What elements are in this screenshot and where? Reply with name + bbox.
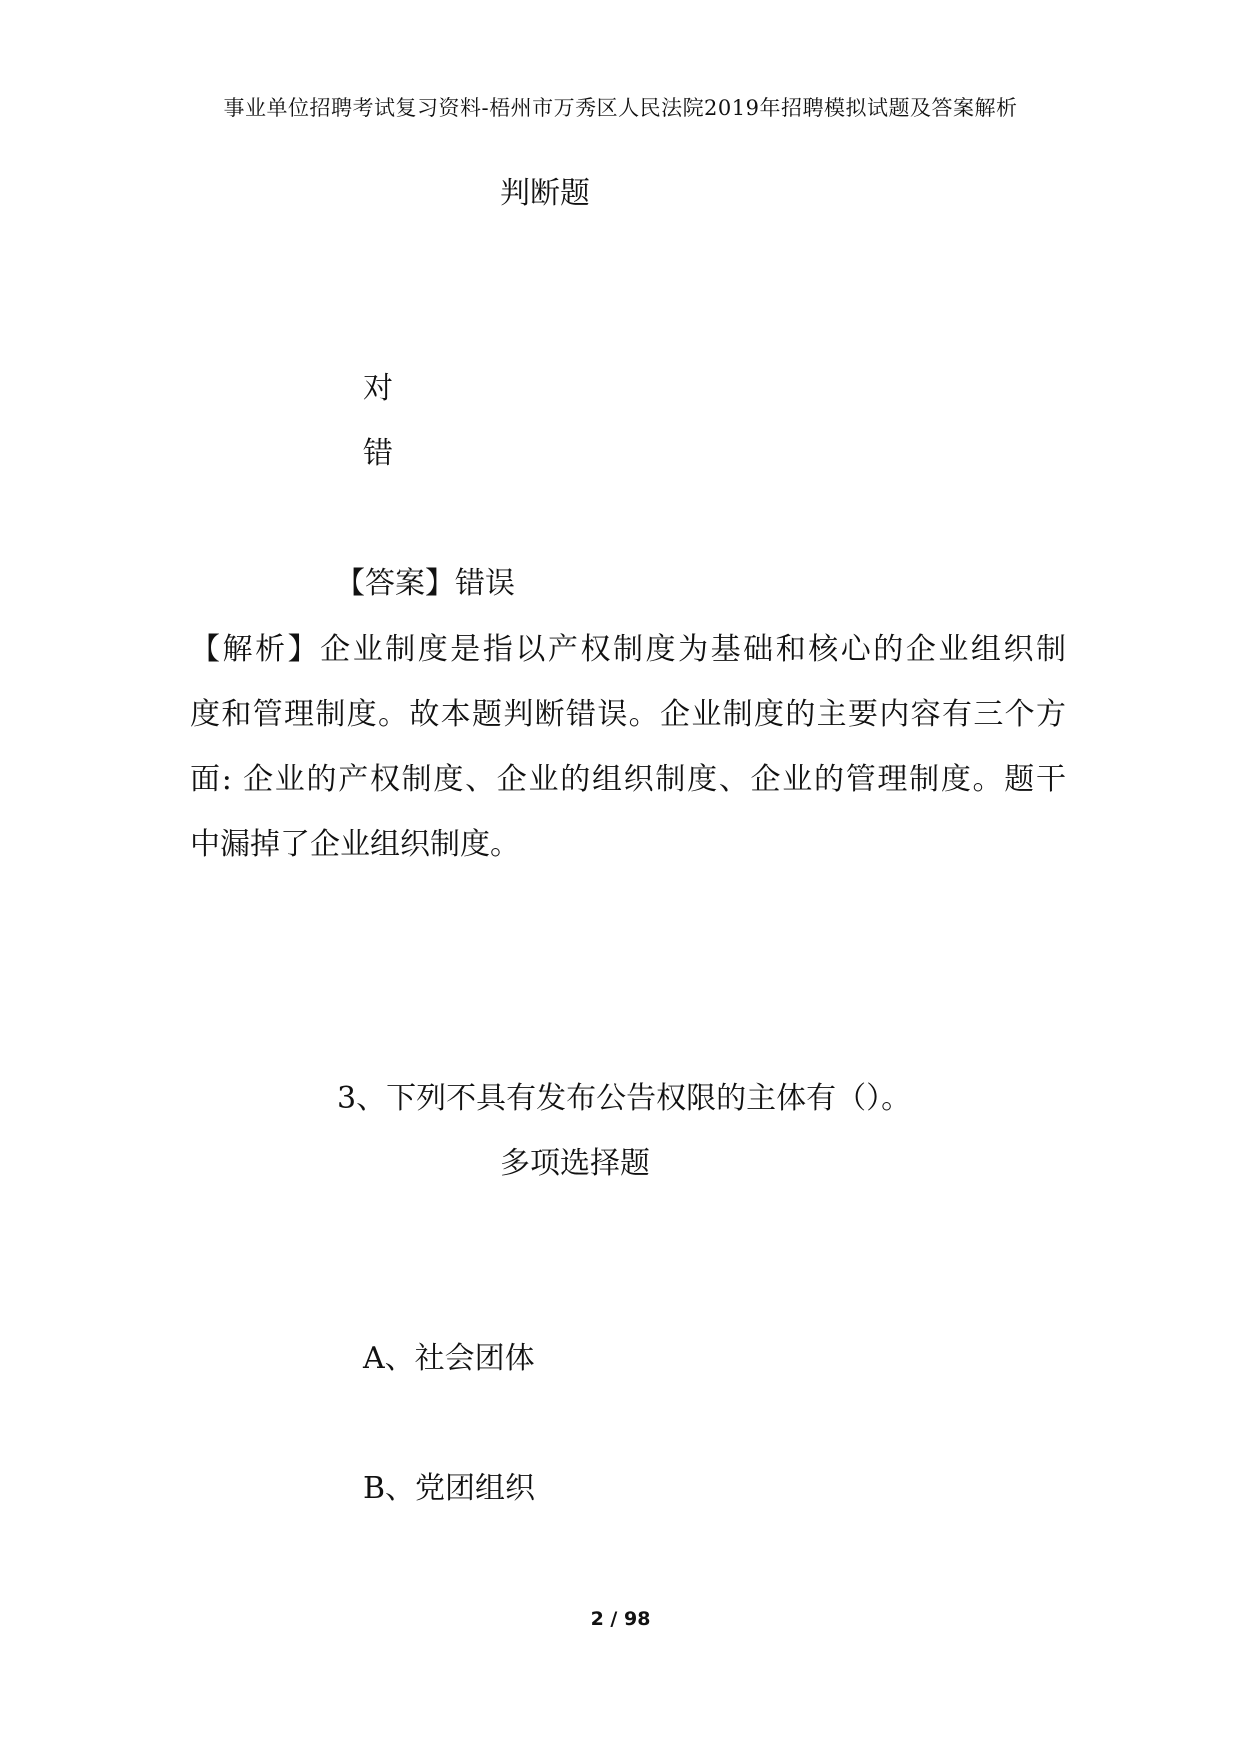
question-3-text: 3、下列不具有发布公告权限的主体有（）。 — [337, 1081, 912, 1116]
explanation-line: 面: 企业的产权制度、企业的组织制度、企业的管理制度。题干 — [190, 762, 1066, 797]
explanation-line: 度和管理制度。故本题判断错误。企业制度的主要内容有三个方 — [190, 697, 1066, 732]
option-true: 对 — [363, 371, 393, 406]
answer-line: 【答案】错误 — [335, 566, 515, 601]
document-header: 事业单位招聘考试复习资料-梧州市万秀区人民法院2019年招聘模拟试题及答案解析 — [223, 96, 1018, 120]
option-a: A、社会团体 — [363, 1341, 535, 1376]
explanation-line: 【解析】企业制度是指以产权制度为基础和核心的企业组织制 — [190, 632, 1066, 667]
explanation-line: 中漏掉了企业组织制度。 — [190, 827, 520, 862]
page-number: 2 / 98 — [590, 1608, 651, 1630]
question-type-label: 多项选择题 — [500, 1146, 650, 1181]
option-b: B、党团组织 — [363, 1471, 536, 1506]
explanation-paragraph — [190, 617, 1066, 877]
option-false: 错 — [363, 436, 393, 471]
question-type-label: 判断题 — [500, 176, 590, 211]
